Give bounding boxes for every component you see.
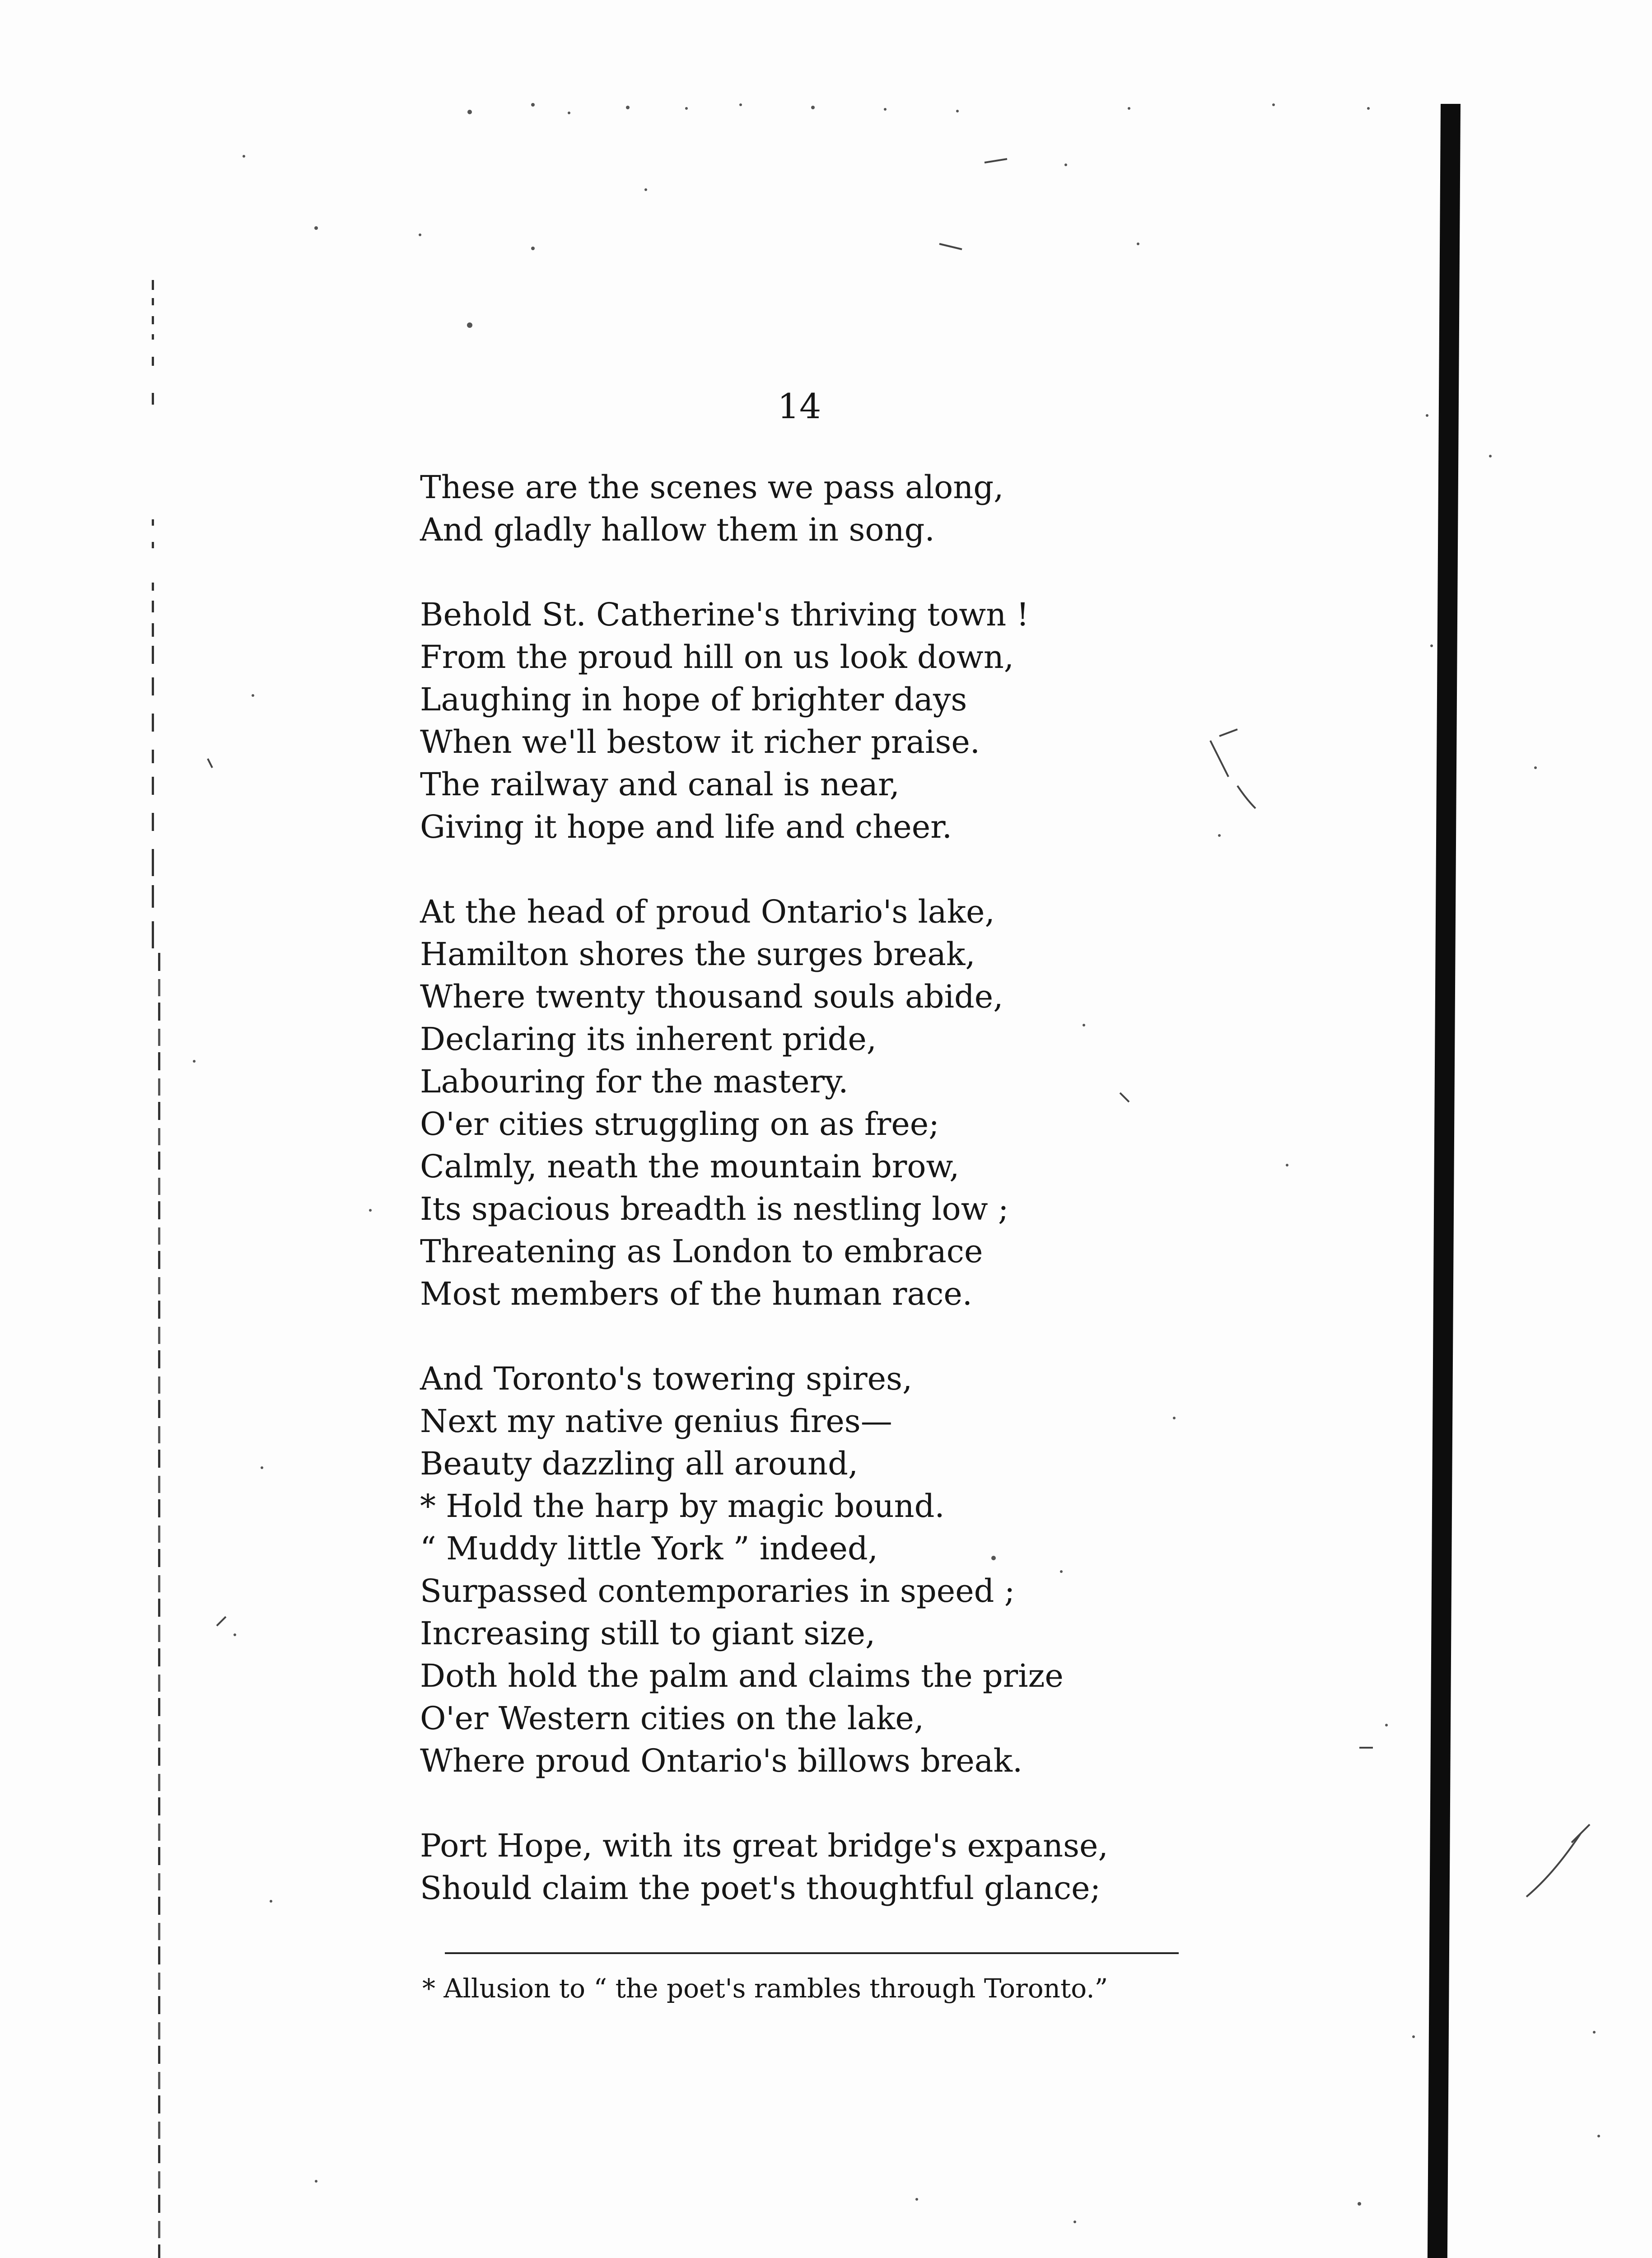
- poem-line: Most members of the human race.: [420, 1275, 973, 1312]
- poem-line: Where proud Ontario's billows break.: [420, 1742, 1023, 1779]
- poem-body: [420, 466, 1368, 1909]
- poem-line: Declaring its inherent pride,: [420, 1021, 877, 1058]
- poem-line: And Toronto's towering spires,: [420, 1360, 913, 1397]
- poem-line: * Hold the harp by magic bound.: [420, 1488, 945, 1525]
- poem-line: Giving it hope and life and cheer.: [420, 808, 952, 845]
- poem-line: Calmly, neath the mountain brow,: [420, 1148, 960, 1185]
- margin-rule: [158, 953, 160, 2258]
- poem-line: Threatening as London to embrace: [420, 1233, 983, 1270]
- footnote-divider: [445, 1952, 1179, 1954]
- poem-line: O'er Western cities on the lake,: [420, 1700, 924, 1737]
- poem-line: Doth hold the palm and claims the prize: [420, 1657, 1064, 1694]
- poem-line: Surpassed contemporaries in speed ;: [420, 1572, 1015, 1610]
- poem-line: Should claim the poet's thoughtful glance;: [420, 1870, 1101, 1907]
- binding-edge: [1427, 104, 1461, 2258]
- stanza-gap: [420, 1782, 1368, 1824]
- poem-line: Its spacious breadth is nestling low ;: [420, 1190, 1009, 1227]
- poem-line: Beauty dazzling all around,: [420, 1445, 859, 1482]
- left-margin-speckles: [149, 253, 176, 2258]
- poem-line: These are the scenes we pass along,: [420, 469, 1004, 506]
- poem-line: Port Hope, with its great bridge's expanse,: [420, 1827, 1108, 1864]
- page-number: 14: [777, 386, 821, 426]
- poem-line: Increasing still to giant size,: [420, 1615, 876, 1652]
- poem-line: When we'll bestow it richer praise.: [420, 723, 980, 760]
- stanza-gap: [420, 1315, 1368, 1358]
- poem-line: The railway and canal is near,: [420, 766, 900, 803]
- poem-line: And gladly hallow them in song.: [420, 511, 935, 548]
- poem-line: From the proud hill on us look down,: [420, 639, 1014, 676]
- poem-line: Next my native genius fires—: [420, 1403, 892, 1440]
- poem-line: Labouring for the mastery.: [420, 1063, 849, 1100]
- stanza-gap: [420, 848, 1368, 891]
- poem-line: Behold St. Catherine's thriving town !: [420, 596, 1029, 633]
- poem-line: Laughing in hope of brighter days: [420, 681, 967, 718]
- stanza-gap: [420, 551, 1368, 593]
- poem-line: Where twenty thousand souls abide,: [420, 978, 1003, 1015]
- poem-line: “ Muddy little York ” indeed,: [420, 1530, 878, 1567]
- poem-line: O'er cities struggling on as free;: [420, 1106, 939, 1143]
- poem-line: At the head of proud Ontario's lake,: [420, 893, 995, 930]
- poem-line: Hamilton shores the surges break,: [420, 936, 975, 973]
- footnote: * Allusion to “ the poet's rambles through Toronto.”: [422, 1973, 1108, 2004]
